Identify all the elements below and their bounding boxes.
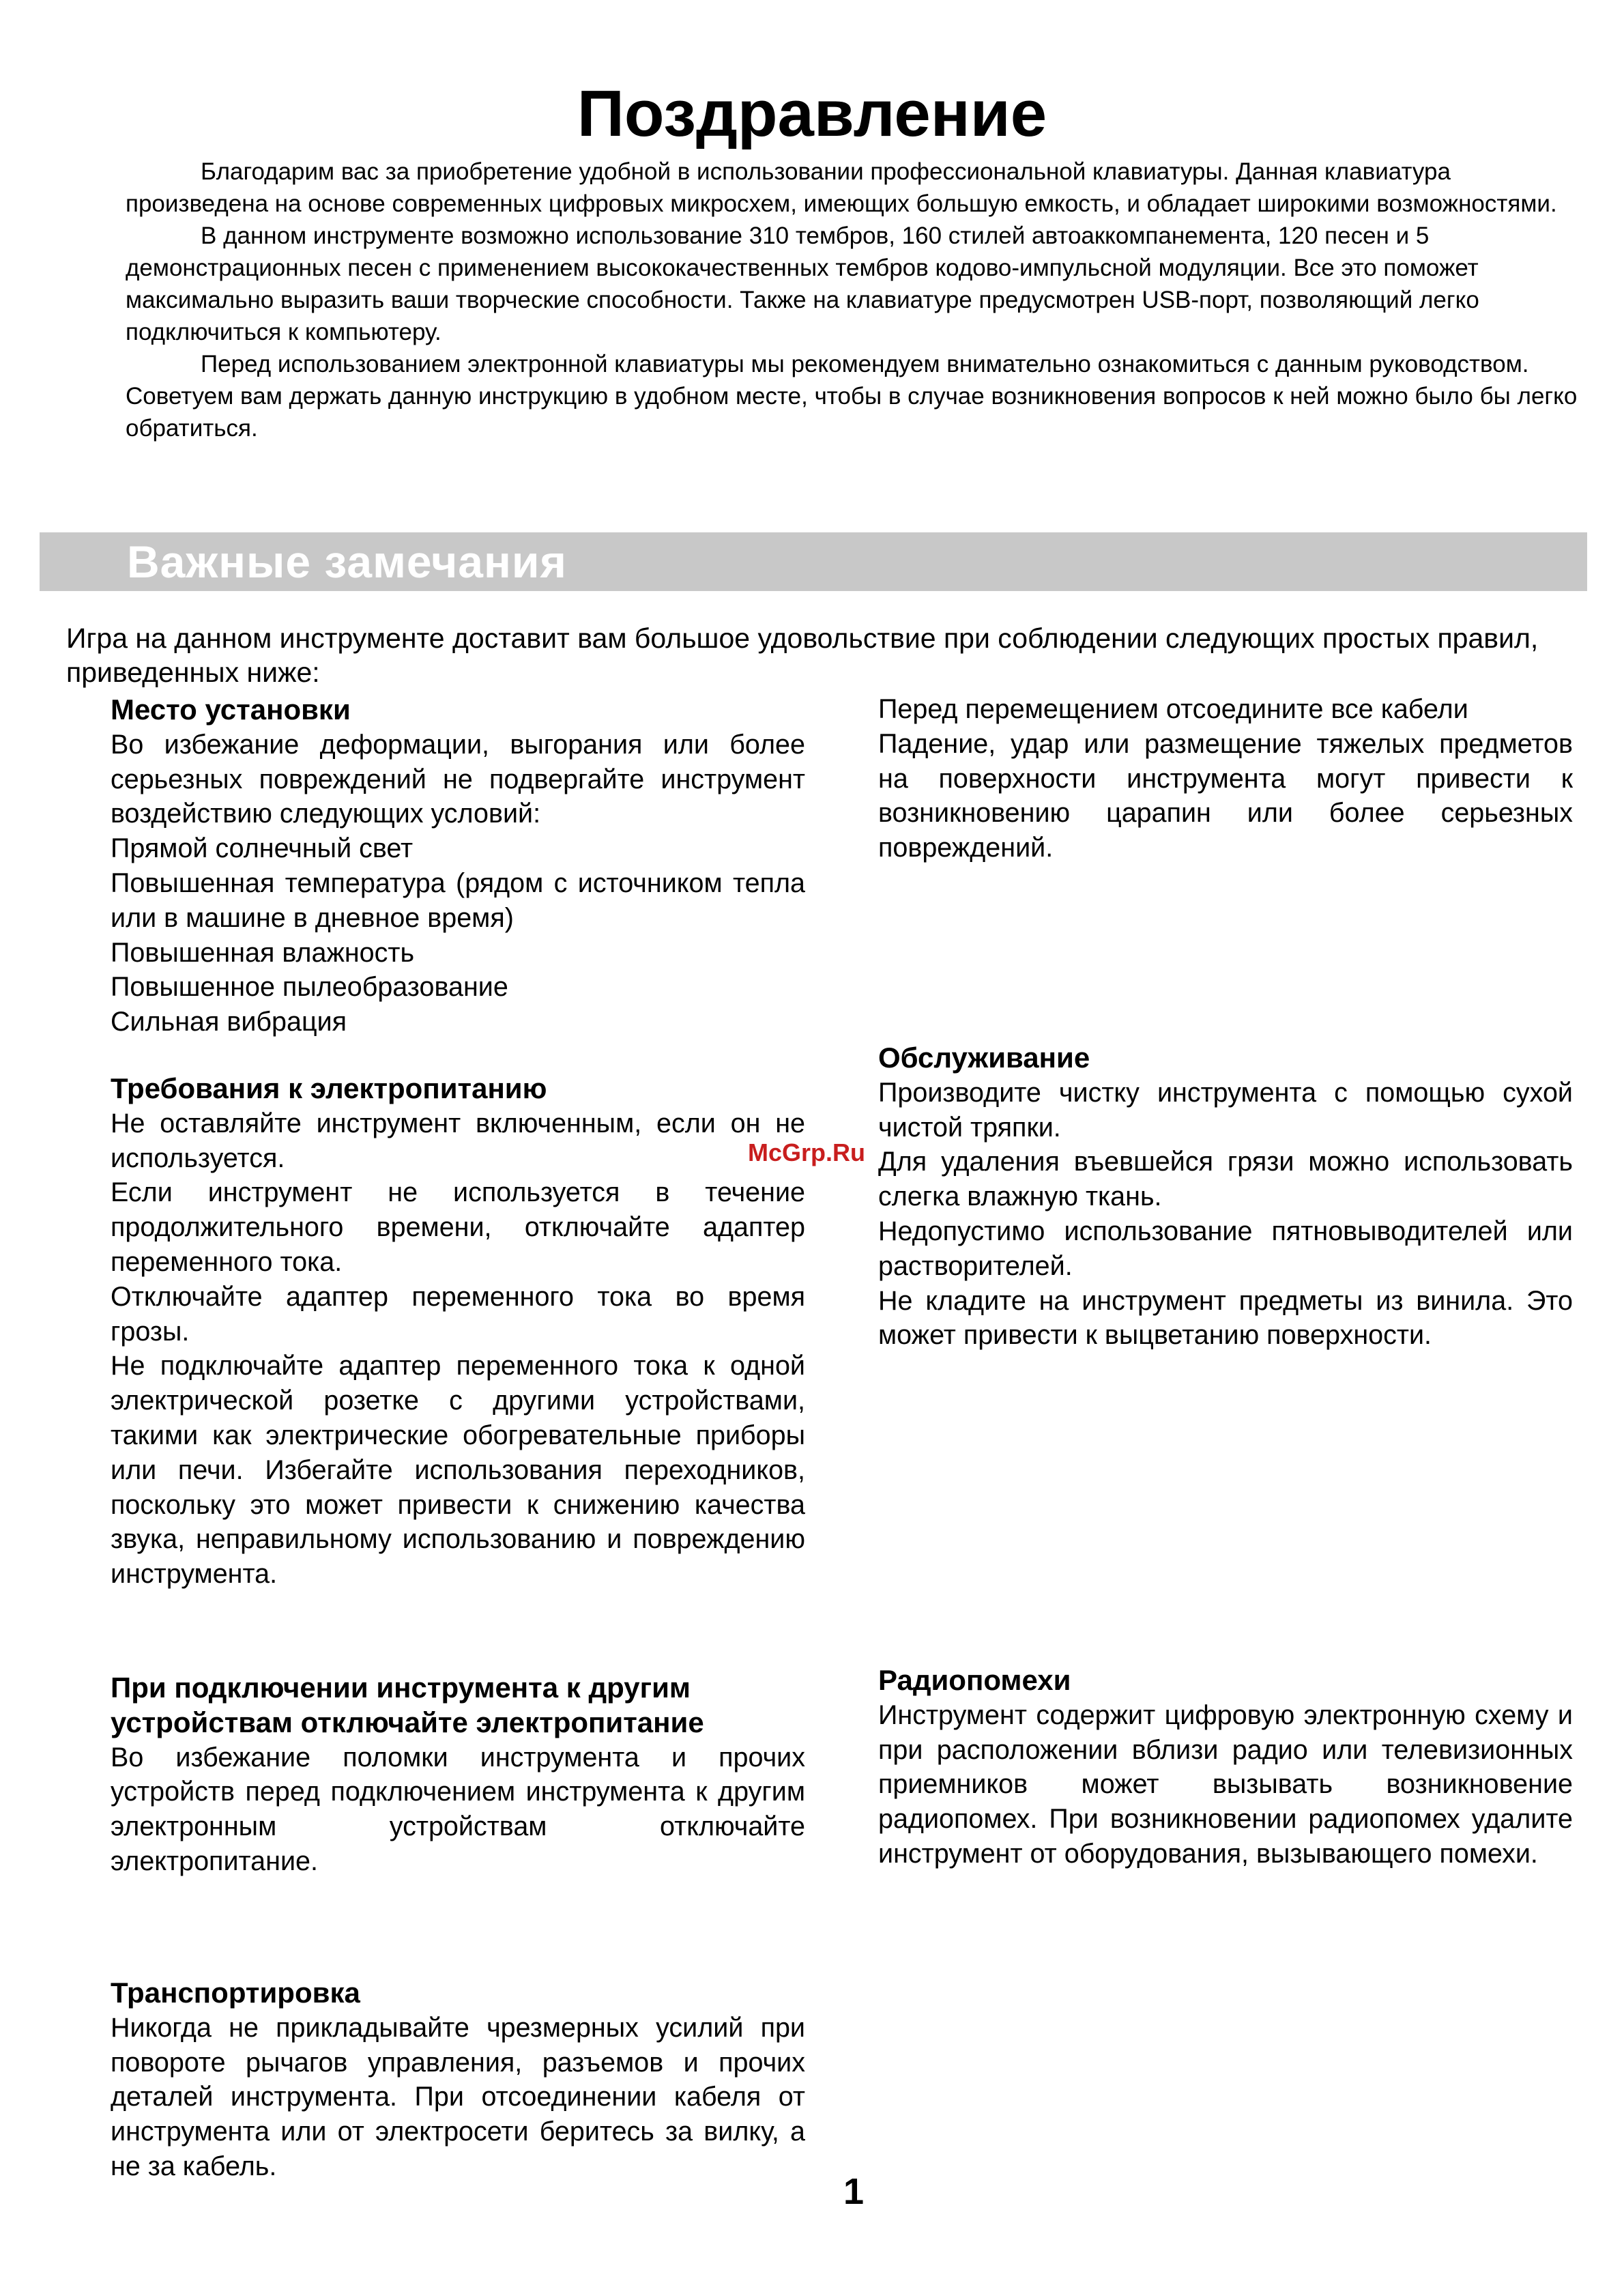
power-line: Не оставляйте инструмент включенным, если он не используется. [111,1108,805,1173]
section-title: Важные замечания [127,536,567,587]
placement-line: Повышенная температура (рядом с источником тепла или в машине в дневное время) [111,867,805,933]
interference-section [878,1663,1573,1871]
maintenance-section [878,1041,1573,1353]
transport-text: Никогда не прикладывайте чрезмерных усилий при повороте рычагов управления, разъемов и прочих деталей инструмента. При отсоединении кабеля от инструмента или от электросети беритесь за вилку, а не за кабель. [111,2012,805,2181]
page-title: Поздравление [577,77,1047,150]
placement-section [111,693,805,1039]
section-banner [40,532,1587,591]
power-line: Отключайте адаптер переменного тока во время грозы. [111,1281,805,1347]
power-section [111,1072,805,1592]
transport-cont-line: Перед перемещением отсоедините все кабели [878,694,1468,724]
page-number: 1 [843,2171,865,2212]
intro-paragraph: Перед использованием электронной клавиатуры мы рекомендуем внимательно ознакомиться с данным руководством. Советуем вам держать данную инструкцию в удобном месте, чтобы в случае возникновения вопросов к ней можно было бы легко обратиться. [126,351,1578,442]
maintenance-line: Производите чистку инструмента с помощью сухой чистой тряпки. [878,1077,1573,1143]
placement-heading: Место установки [111,693,351,726]
intro-paragraph: В данном инструменте возможно использование 310 тембров, 160 стилей автоаккомпанемента, 120 песен и 5 демонстрационных песен с применением высококачественных тембров кодово-импульсной модуляции. Все это поможет максимально выразить ваши творческие способности. Также на клавиатуре предусмотрен USB-порт, позволяющий легко подключиться к компьютеру. [126,223,1479,345]
placement-line: Повышенное пылеобразование [111,972,508,1003]
transport-section [111,1976,805,2184]
lead-text: Игра на данном инструменте доставит вам большое удовольствие при соблюдении следующих простых правил, приведенных ниже: [66,622,1539,688]
maintenance-heading: Обслуживание [878,1042,1090,1074]
interference-heading: Радиопомехи [878,1664,1071,1696]
transport-cont-line: Падение, удар или размещение тяжелых предметов на поверхности инструмента могут привести к возникновению царапин или более серьезных повреждений. [878,728,1573,863]
placement-line: Сильная вибрация [111,1007,347,1037]
maintenance-line: Недопустимо использование пятновыводителей или растворителей. [878,1216,1573,1281]
power-line: Если инструмент не используется в течение продолжительного времени, отключайте адаптер переменного тока. [111,1177,805,1277]
transport-cont-section [878,692,1573,865]
watermark: McGrp.Ru [748,1138,866,1166]
maintenance-line: Для удаления въевшейся грязи можно использовать слегка влажную ткань. [878,1147,1573,1212]
connection-heading: При подключении инструмента к другим устройствам отключайте электропитание [111,1671,704,1738]
placement-line: Повышенная влажность [111,937,415,968]
connection-text: Во избежание поломки инструмента и прочих устройств перед подключением инструмента к другим электронным устройствам отключайте электропитание. [111,1742,805,1876]
connection-section [111,1671,805,1879]
intro-paragraph: Благодарим вас за приобретение удобной в использовании профессиональной клавиатуры. Данная клавиатура произведена на основе современных цифровых микросхем, имеющих большую емкость, и обладает широкими возможностями. [126,158,1557,217]
maintenance-line: Не кладите на инструмент предметы из винила. Это может привести к выцветанию поверхности. [878,1285,1573,1351]
placement-line: Прямой солнечный свет [111,833,414,864]
intro [126,156,1593,444]
interference-text: Инструмент содержит цифровую электронную схему и при расположении вблизи радио или телевизионных приемников может вызывать возникновение радиопомех. При возникновении радиопомех удалите инструмент от оборудования, вызывающего помехи. [878,1699,1573,1869]
power-line: Не подключайте адаптер переменного тока к одной электрической розетке с другими устройствами, такими как электрические обогревательные приборы или печи. Избегайте использования переходников, поскольку это может привести к снижению качества звука, неправильному использованию и повреждению инструмента. [111,1351,805,1590]
transport-heading: Транспортировка [111,1977,360,2009]
placement-line: Во избежание деформации, выгорания или более серьезных повреждений не подвергайте инструмент воздействию следующих условий: [111,729,805,829]
power-heading: Требования к электропитанию [111,1072,547,1104]
